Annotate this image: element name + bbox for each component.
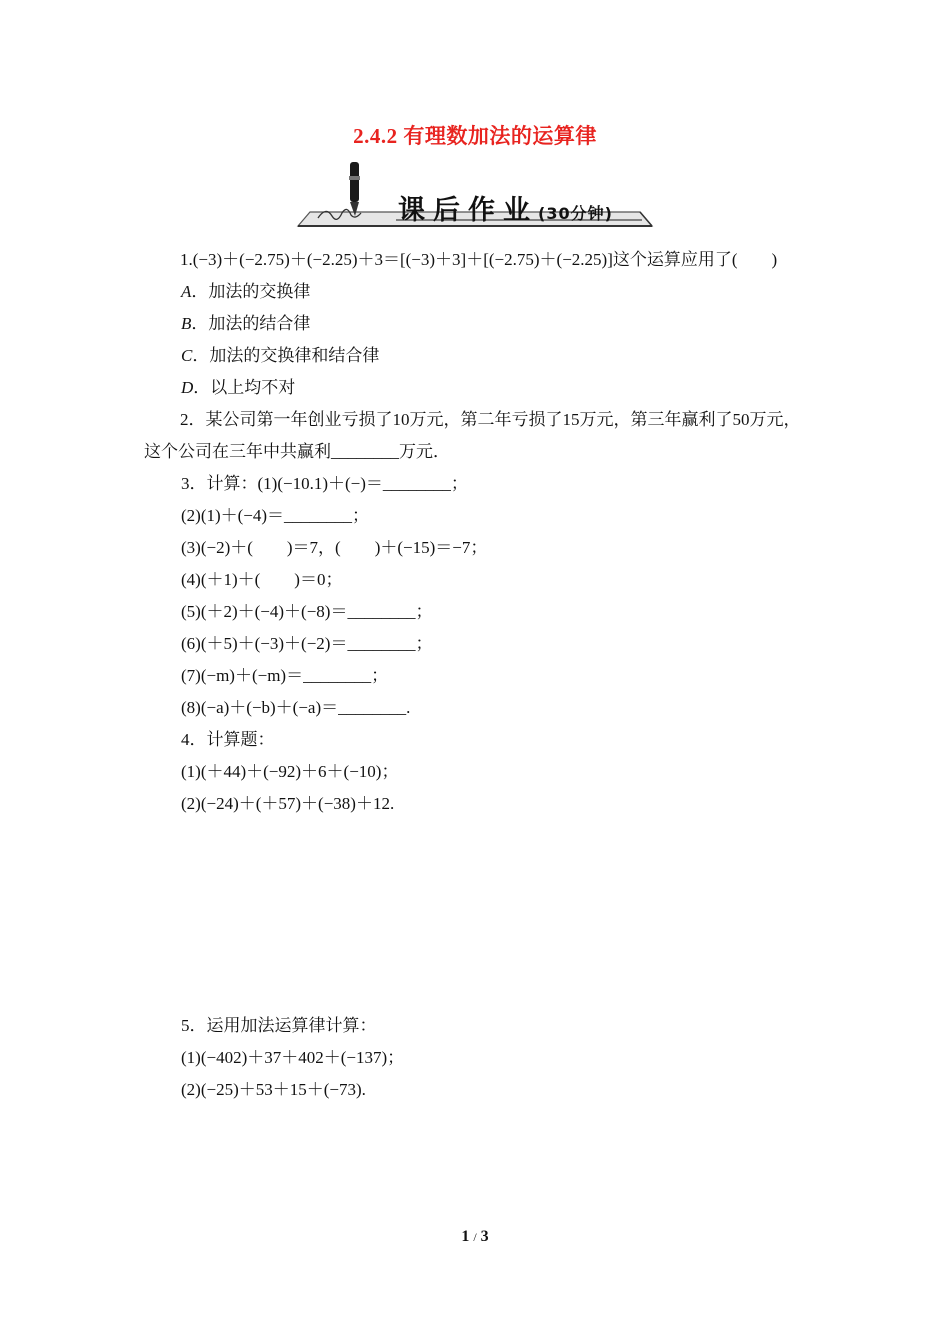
question-3-line: (4)(＋1)＋( )＝0； xyxy=(181,570,343,589)
question-5-line: 5．运用加法运算律计算： xyxy=(181,1016,377,1035)
option-letter: A xyxy=(181,282,192,301)
question-5-line: (1)(−402)＋37＋402＋(−137)； xyxy=(181,1048,405,1067)
option-text: ．加法的结合律 xyxy=(191,314,311,333)
option-letter: D xyxy=(181,378,194,397)
question-3-line: (8)(−a)＋(−b)＋(−a)＝________. xyxy=(181,698,411,717)
answer-space xyxy=(144,820,808,1010)
option-letter: B xyxy=(181,314,192,333)
page-title: 2.4.2 有理数加法的运算律 xyxy=(353,124,597,148)
page-number xyxy=(0,1228,950,1246)
question-5-line: (2)(−25)＋53＋15＋(−73). xyxy=(181,1080,366,1099)
question-4-line: (1)(＋44)＋(−92)＋6＋(−10)； xyxy=(181,762,399,781)
option-letter: C xyxy=(181,346,193,365)
banner-duration: (30分钟) xyxy=(538,204,613,223)
exercise-content xyxy=(144,244,808,1106)
option-d xyxy=(144,372,808,404)
question-4-line: (2)(−24)＋(＋57)＋(−38)＋12. xyxy=(181,794,395,813)
question-3-line: (6)(＋5)＋(−3)＋(−2)＝________； xyxy=(181,634,433,653)
option-c xyxy=(144,340,808,372)
homework-banner xyxy=(296,160,658,232)
option-text: ．加法的交换律和结合律 xyxy=(192,346,380,365)
page-total: 3 xyxy=(480,1228,489,1245)
question-3-line: (5)(＋2)＋(−4)＋(−8)＝________； xyxy=(181,602,433,621)
question-3-line: (3)(−2)＋( )＝7，( )＋(−15)＝−7； xyxy=(181,538,488,557)
option-text: ．以上均不对 xyxy=(193,378,296,397)
option-text: ．加法的交换律 xyxy=(191,282,311,301)
question-3-line: (2)(1)＋(−4)＝________； xyxy=(181,506,370,525)
page-separator: / xyxy=(473,1230,477,1244)
option-b xyxy=(144,308,808,340)
banner-title: 课后作业 xyxy=(398,195,538,226)
banner-label xyxy=(398,188,613,227)
page-current: 1 xyxy=(461,1228,470,1245)
question-4-line: 4．计算题： xyxy=(181,730,275,749)
question-3-line: (7)(−m)＋(−m)＝________； xyxy=(181,666,389,685)
question-3-line: 3．计算：(1)(−10.1)＋(−)＝________； xyxy=(181,474,468,493)
question-1-stem: 1.(−3)＋(−2.75)＋(−2.25)＋3＝[(−3)＋3]＋[(−2.75)＋(−2.25)]这个运算应用了( ) xyxy=(180,250,778,269)
option-a xyxy=(144,276,808,308)
question-2-stem: 2．某公司第一年创业亏损了10万元，第二年亏损了15万元，第三年赢利了50万元，这个公司在三年中共赢利________万元． xyxy=(144,410,801,461)
